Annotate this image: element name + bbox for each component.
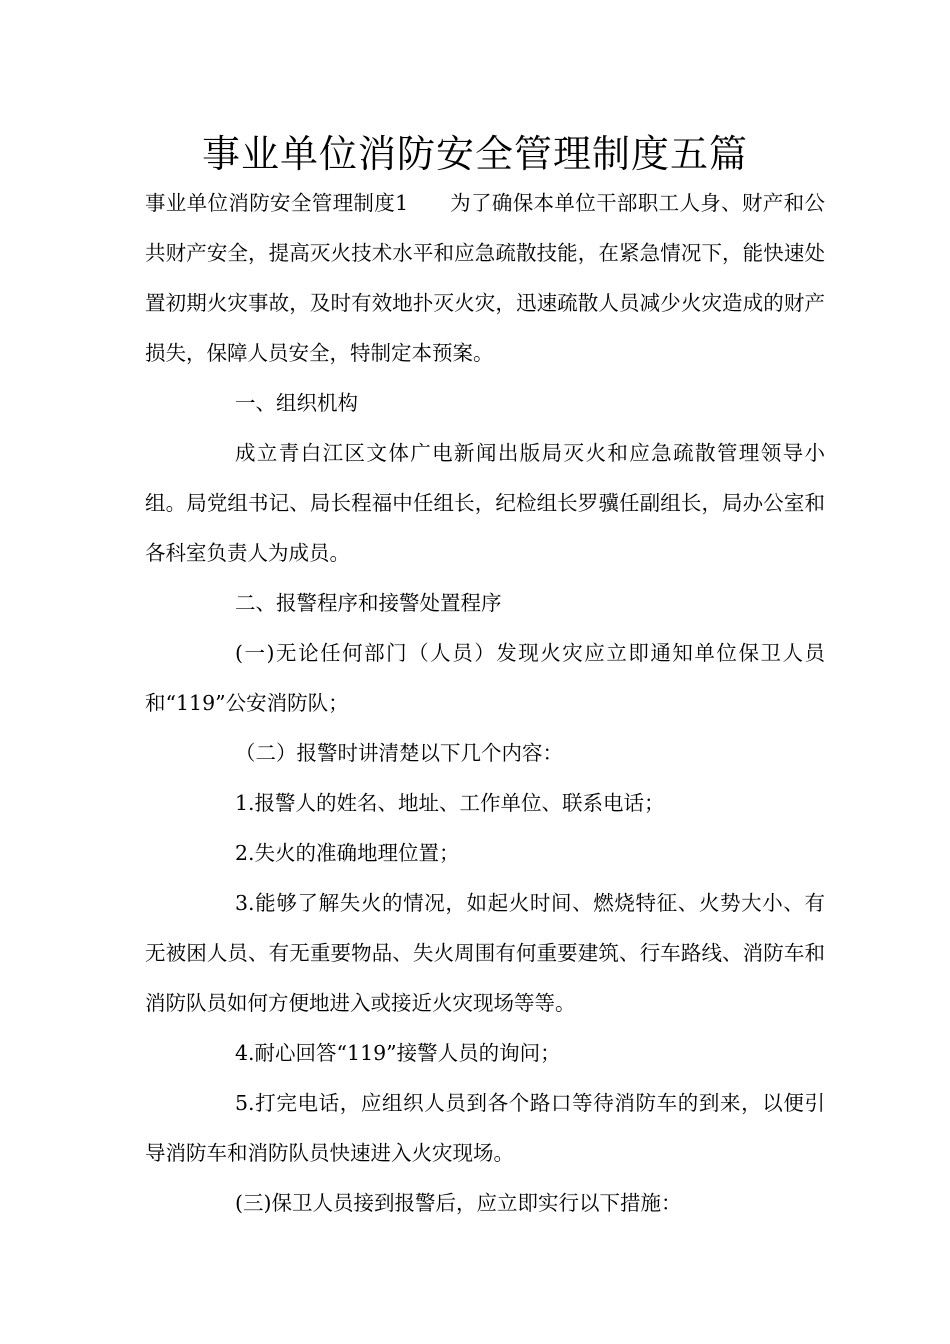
- section-heading-organization: 一、组织机构: [235, 391, 358, 415]
- paragraph-alarm-1: (一)无论任何部门（人员）发现火灾应立即通知单位保卫人员和“119”公安消防队；: [145, 641, 825, 715]
- list-item-5: 5.打完电话，应组织人员到各个路口等待消防车的到来，以便引导消防车和消防队员快速进入火灾现场。: [145, 1091, 825, 1165]
- paragraph-organization: 成立青白江区文体广电新闻出版局灭火和应急疏散管理领导小组。局党组书记、局长程福中任组长，纪检组长罗骥任副组长，局办公室和各科室负责人为成员。: [145, 441, 825, 565]
- list-item-1: 1.报警人的姓名、地址、工作单位、联系电话；: [235, 791, 665, 815]
- section-heading-alarm-procedure: 二、报警程序和接警处置程序: [235, 591, 502, 615]
- document-title: 事业单位消防安全管理制度五篇: [201, 132, 748, 176]
- list-item-4: 4.耐心回答“119”接警人员的询问；: [235, 1041, 561, 1065]
- paragraph-intro: 事业单位消防安全管理制度1 为了确保本单位干部职工人身、财产和公共财产安全，提高灭火技术水平和应急疏散技能，在紧急情况下，能快速处置初期火灾事故，及时有效地扑灭火灾，迅速疏散人员减少火灾造成的财产损失，保障人员安全，特制定本预案。: [145, 191, 825, 365]
- list-item-2: 2.失火的准确地理位置；: [235, 841, 460, 865]
- paragraph-alarm-2: （二）报警时讲清楚以下几个内容：: [235, 741, 563, 765]
- paragraph-alarm-3: (三)保卫人员接到报警后，应立即实行以下措施：: [235, 1191, 682, 1215]
- document-body: [145, 178, 825, 1228]
- list-item-3: 3.能够了解失火的情况，如起火时间、燃烧特征、火势大小、有无被困人员、有无重要物品、失火周围有何重要建筑、行车路线、消防车和消防队员如何方便地进入或接近火灾现场等等。: [145, 891, 825, 1015]
